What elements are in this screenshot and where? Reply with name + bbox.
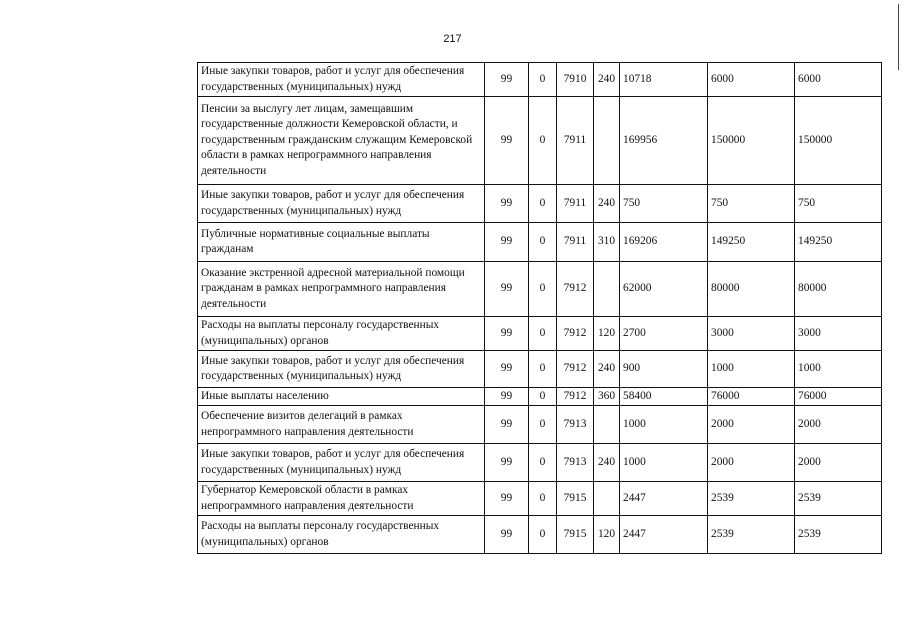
target-article-code: 7912 xyxy=(557,351,594,388)
amount-col-1: 58400 xyxy=(620,388,708,406)
table-row xyxy=(198,63,882,97)
table-row xyxy=(198,482,882,516)
amount-col-3: 2539 xyxy=(795,516,882,554)
amount-col-2: 1000 xyxy=(708,351,795,388)
section-code: 99 xyxy=(485,516,529,554)
subsection-code: 0 xyxy=(529,223,557,262)
amount-col-2: 750 xyxy=(708,185,795,223)
expense-type-code: 240 xyxy=(594,63,620,97)
amount-col-1: 1000 xyxy=(620,444,708,482)
amount-col-3: 76000 xyxy=(795,388,882,406)
amount-col-2: 2539 xyxy=(708,516,795,554)
budget-table xyxy=(197,62,882,554)
expense-type-code: 120 xyxy=(594,317,620,351)
subsection-code: 0 xyxy=(529,516,557,554)
section-code: 99 xyxy=(485,97,529,185)
target-article-code: 7911 xyxy=(557,185,594,223)
expense-name: Иные выплаты населению xyxy=(198,388,485,406)
target-article-code: 7912 xyxy=(557,388,594,406)
target-article-code: 7913 xyxy=(557,444,594,482)
expense-type-code xyxy=(594,97,620,185)
subsection-code: 0 xyxy=(529,482,557,516)
amount-col-1: 2700 xyxy=(620,317,708,351)
amount-col-3: 149250 xyxy=(795,223,882,262)
amount-col-3: 80000 xyxy=(795,262,882,317)
subsection-code: 0 xyxy=(529,262,557,317)
target-article-code: 7911 xyxy=(557,223,594,262)
table-row xyxy=(198,388,882,406)
target-article-code: 7915 xyxy=(557,482,594,516)
expense-name: Обеспечение визитов делегаций в рамках непрограммного направления деятельности xyxy=(198,406,485,444)
table-row xyxy=(198,351,882,388)
subsection-code: 0 xyxy=(529,388,557,406)
amount-col-3: 6000 xyxy=(795,63,882,97)
target-article-code: 7915 xyxy=(557,516,594,554)
expense-type-code: 240 xyxy=(594,185,620,223)
expense-name: Расходы на выплаты персоналу государственных (муниципальных) органов xyxy=(198,516,485,554)
amount-col-2: 2000 xyxy=(708,444,795,482)
section-code: 99 xyxy=(485,223,529,262)
expense-name: Иные закупки товаров, работ и услуг для обеспечения государственных (муниципальных) нужд xyxy=(198,351,485,388)
amount-col-2: 76000 xyxy=(708,388,795,406)
amount-col-3: 150000 xyxy=(795,97,882,185)
amount-col-1: 2447 xyxy=(620,482,708,516)
expense-type-code xyxy=(594,482,620,516)
target-article-code: 7912 xyxy=(557,262,594,317)
expense-name: Иные закупки товаров, работ и услуг для обеспечения государственных (муниципальных) нужд xyxy=(198,185,485,223)
section-code: 99 xyxy=(485,317,529,351)
subsection-code: 0 xyxy=(529,97,557,185)
amount-col-2: 6000 xyxy=(708,63,795,97)
amount-col-3: 1000 xyxy=(795,351,882,388)
table-row xyxy=(198,516,882,554)
amount-col-2: 149250 xyxy=(708,223,795,262)
subsection-code: 0 xyxy=(529,185,557,223)
expense-type-code xyxy=(594,262,620,317)
amount-col-3: 2000 xyxy=(795,444,882,482)
target-article-code: 7912 xyxy=(557,317,594,351)
amount-col-1: 750 xyxy=(620,185,708,223)
section-code: 99 xyxy=(485,388,529,406)
expense-type-code: 240 xyxy=(594,444,620,482)
amount-col-1: 1000 xyxy=(620,406,708,444)
section-code: 99 xyxy=(485,444,529,482)
section-code: 99 xyxy=(485,185,529,223)
amount-col-3: 750 xyxy=(795,185,882,223)
amount-col-2: 3000 xyxy=(708,317,795,351)
table-row xyxy=(198,223,882,262)
table-row xyxy=(198,406,882,444)
section-code: 99 xyxy=(485,482,529,516)
subsection-code: 0 xyxy=(529,444,557,482)
expense-name: Оказание экстренной адресной материальной помощи гражданам в рамках непрограммного направления деятельности xyxy=(198,262,485,317)
amount-col-2: 2000 xyxy=(708,406,795,444)
subsection-code: 0 xyxy=(529,63,557,97)
expense-type-code: 120 xyxy=(594,516,620,554)
amount-col-2: 80000 xyxy=(708,262,795,317)
expense-name: Публичные нормативные социальные выплаты гражданам xyxy=(198,223,485,262)
amount-col-1: 10718 xyxy=(620,63,708,97)
subsection-code: 0 xyxy=(529,351,557,388)
amount-col-1: 2447 xyxy=(620,516,708,554)
amount-col-3: 3000 xyxy=(795,317,882,351)
amount-col-2: 150000 xyxy=(708,97,795,185)
section-code: 99 xyxy=(485,63,529,97)
table-row xyxy=(198,317,882,351)
section-code: 99 xyxy=(485,351,529,388)
section-code: 99 xyxy=(485,406,529,444)
expense-name: Пенсии за выслугу лет лицам, замещавшим государственные должности Кемеровской области, и государственным гражданским служащим Кемеровской области в рамках непрограммного направления деятельности xyxy=(198,97,485,185)
amount-col-3: 2000 xyxy=(795,406,882,444)
amount-col-2: 2539 xyxy=(708,482,795,516)
amount-col-1: 169206 xyxy=(620,223,708,262)
amount-col-3: 2539 xyxy=(795,482,882,516)
table-row xyxy=(198,97,882,185)
expense-name: Расходы на выплаты персоналу государственных (муниципальных) органов xyxy=(198,317,485,351)
expense-type-code: 240 xyxy=(594,351,620,388)
target-article-code: 7911 xyxy=(557,97,594,185)
expense-type-code: 310 xyxy=(594,223,620,262)
section-code: 99 xyxy=(485,262,529,317)
table-row xyxy=(198,262,882,317)
page-number: 217 xyxy=(443,33,462,45)
target-article-code: 7913 xyxy=(557,406,594,444)
table-row xyxy=(198,185,882,223)
amount-col-1: 900 xyxy=(620,351,708,388)
expense-name: Губернатор Кемеровской области в рамках непрограммного направления деятельности xyxy=(198,482,485,516)
subsection-code: 0 xyxy=(529,406,557,444)
expense-name: Иные закупки товаров, работ и услуг для обеспечения государственных (муниципальных) нужд xyxy=(198,444,485,482)
amount-col-1: 169956 xyxy=(620,97,708,185)
expense-type-code: 360 xyxy=(594,388,620,406)
expense-name: Иные закупки товаров, работ и услуг для обеспечения государственных (муниципальных) нужд xyxy=(198,63,485,97)
subsection-code: 0 xyxy=(529,317,557,351)
amount-col-1: 62000 xyxy=(620,262,708,317)
expense-type-code xyxy=(594,406,620,444)
target-article-code: 7910 xyxy=(557,63,594,97)
table-row xyxy=(198,444,882,482)
